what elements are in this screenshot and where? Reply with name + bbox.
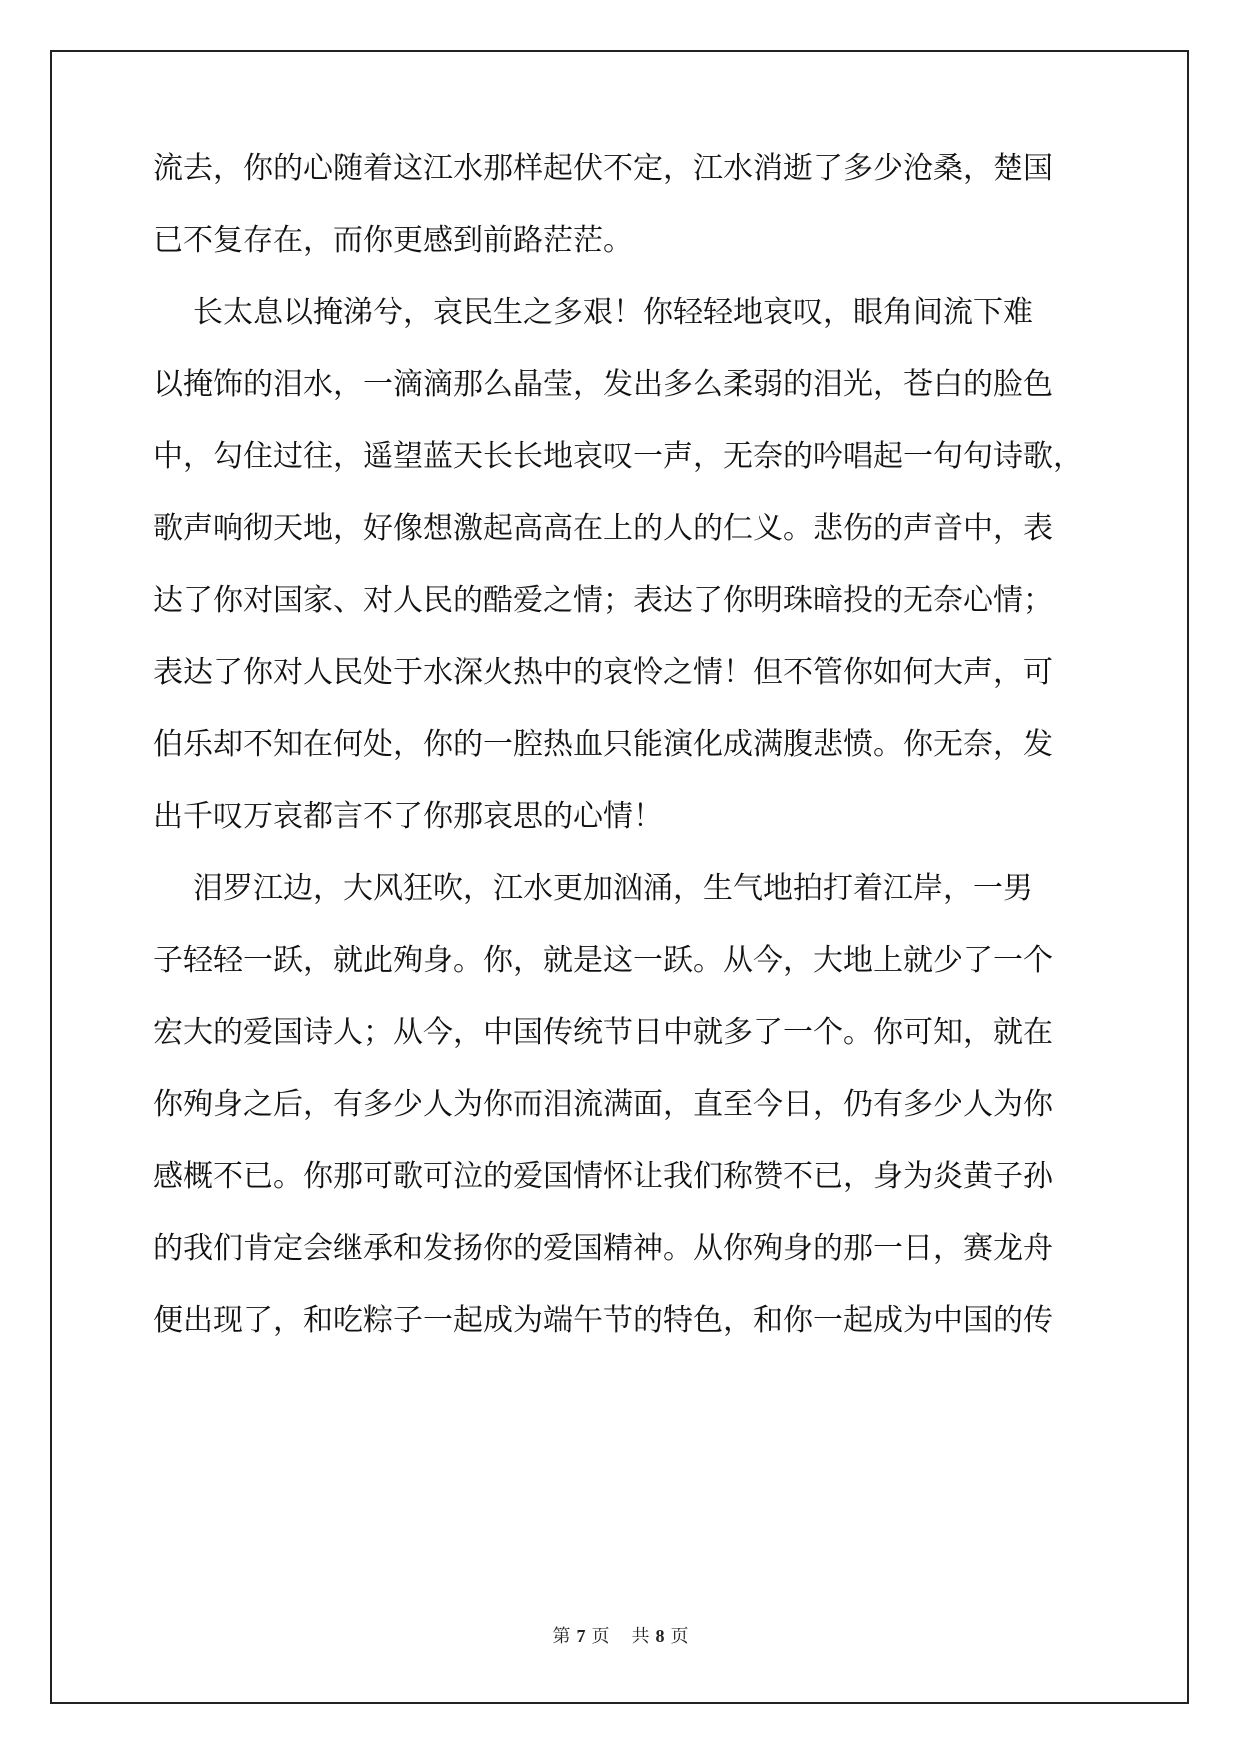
body-line-6: 歌声响彻天地，好像想激起高高在上的人的仁义。悲伤的声音中，表 — [153, 511, 1053, 546]
page-prefix: 第 — [552, 1626, 571, 1646]
body-line-11: 泪罗江边，大风狂吹，江水更加汹涌，生气地拍打着江岸，一男 — [193, 871, 1033, 906]
page-footer — [0, 1622, 1241, 1648]
body-line-17: 便出现了，和吃粽子一起成为端午节的特色，和你一起成为中国的传 — [153, 1303, 1053, 1338]
body-line-8: 表达了你对人民处于水深火热中的哀怜之情！但不管你如何大声，可 — [153, 655, 1053, 690]
body-line-7: 达了你对国家、对人民的酷爱之情；表达了你明珠暗投的无奈心情； — [153, 583, 1053, 618]
body-line-4: 以掩饰的泪水，一滴滴那么晶莹，发出多么柔弱的泪光，苍白的脸色 — [153, 367, 1053, 402]
body-line-3: 长太息以掩涕兮，哀民生之多艰！你轻轻地哀叹，眼角间流下难 — [193, 295, 1033, 330]
body-line-14: 你殉身之后，有多少人为你而泪流满面，直至今日，仍有多少人为你 — [153, 1087, 1053, 1122]
body-line-9: 伯乐却不知在何处，你的一腔热血只能演化成满腹悲愤。你无奈，发 — [153, 727, 1053, 762]
body-line-16: 的我们肯定会继承和发扬你的爱国精神。从你殉身的那一日，赛龙舟 — [153, 1231, 1053, 1266]
body-line-12: 子轻轻一跃，就此殉身。你，就是这一跃。从今，大地上就少了一个 — [153, 943, 1053, 978]
body-line-15: 感概不已。你那可歌可泣的爱国情怀让我们称赞不已，身为炎黄子孙 — [153, 1159, 1053, 1194]
body-line-5: 中，勾住过往，遥望蓝天长长地哀叹一声，无奈的吟唱起一句句诗歌， — [153, 439, 1083, 474]
page-unit: 页 — [591, 1626, 610, 1646]
total-pages: 8 — [655, 1626, 665, 1646]
body-line-13: 宏大的爱国诗人；从今，中国传统节日中就多了一个。你可知，就在 — [153, 1015, 1053, 1050]
body-line-10: 出千叹万哀都言不了你那哀思的心情！ — [153, 799, 663, 834]
body-line-1: 流去，你的心随着这江水那样起伏不定，江水消逝了多少沧桑，楚国 — [153, 151, 1053, 186]
body-line-2: 已不复存在，而你更感到前路茫茫。 — [153, 223, 633, 258]
total-prefix: 共 — [631, 1626, 650, 1646]
total-unit: 页 — [670, 1626, 689, 1646]
page-number: 7 — [576, 1626, 586, 1646]
